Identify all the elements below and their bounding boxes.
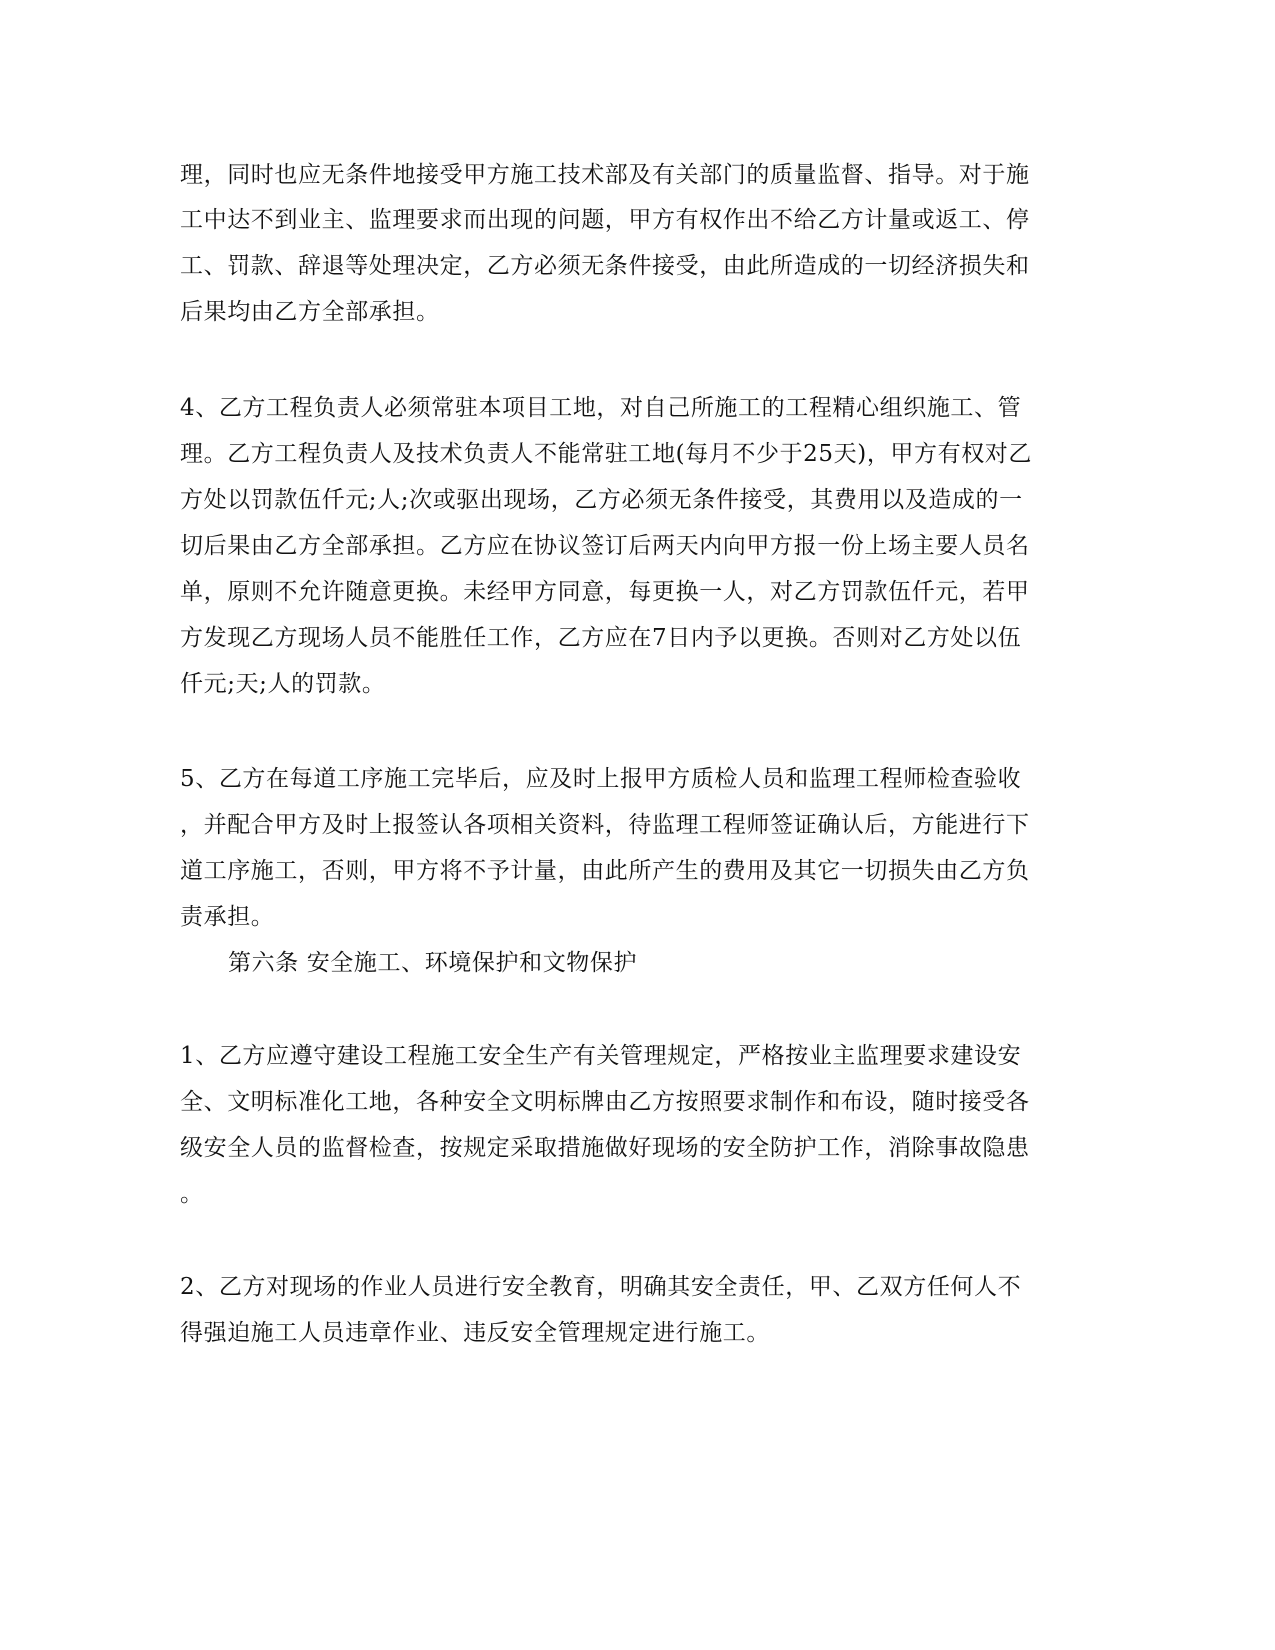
text-line: 5、乙方在每道工序施工完毕后，应及时上报甲方质检人员和监理工程师检查验收 [180, 766, 1022, 792]
section-heading: 第六条 安全施工、环境保护和文物保护 [228, 950, 638, 976]
text-line: 级安全人员的监督检查，按规定采取措施做好现场的安全防护工作，消除事故隐患 [180, 1135, 1030, 1161]
text-line: 理。乙方工程负责人及技术负责人不能常驻工地(每月不少于25天)，甲方有权对乙 [180, 441, 1033, 467]
text-line: 方发现乙方现场人员不能胜任工作，乙方应在7日内予以更换。否则对乙方处以伍 [180, 625, 1022, 651]
text-line: 后果均由乙方全部承担。 [180, 299, 440, 325]
text-line: 方处以罚款伍仟元;人;次或驱出现场，乙方必须无条件接受，其费用以及造成的一 [180, 487, 1023, 513]
text-line: 道工序施工，否则，甲方将不予计量，由此所产生的费用及其它一切损失由乙方负 [180, 858, 1030, 884]
text-line: 得强迫施工人员违章作业、违反安全管理规定进行施工。 [180, 1320, 770, 1346]
text-line: 责承担。 [180, 904, 275, 930]
text-line: 工、罚款、辞退等处理决定，乙方必须无条件接受，由此所造成的一切经济损失和 [180, 253, 1030, 279]
text-line: 理，同时也应无条件地接受甲方施工技术部及有关部门的质量监督、指导。对于施 [180, 162, 1030, 188]
text-line: 工中达不到业主、监理要求而出现的问题，甲方有权作出不给乙方计量或返工、停 [180, 207, 1030, 233]
text-line: 全、文明标准化工地，各种安全文明标牌由乙方按照要求制作和布设，随时接受各 [180, 1089, 1030, 1115]
text-line: 单，原则不允许随意更换。未经甲方同意，每更换一人，对乙方罚款伍仟元，若甲 [180, 579, 1030, 605]
text-line: 4、乙方工程负责人必须常驻本项目工地，对自己所施工的工程精心组织施工、管 [180, 395, 1022, 421]
text-line: 1、乙方应遵守建设工程施工安全生产有关管理规定，严格按业主监理要求建设安 [180, 1043, 1022, 1069]
text-line: 切后果由乙方全部承担。乙方应在协议签订后两天内向甲方报一份上场主要人员名 [180, 533, 1030, 559]
text-line: 。 [180, 1181, 204, 1207]
text-line: 2、乙方对现场的作业人员进行安全教育，明确其安全责任，甲、乙双方任何人不 [180, 1274, 1022, 1300]
text-line: ，并配合甲方及时上报签认各项相关资料，待监理工程师签证确认后，方能进行下 [180, 812, 1030, 838]
text-line: 仟元;天;人的罚款。 [180, 671, 386, 697]
